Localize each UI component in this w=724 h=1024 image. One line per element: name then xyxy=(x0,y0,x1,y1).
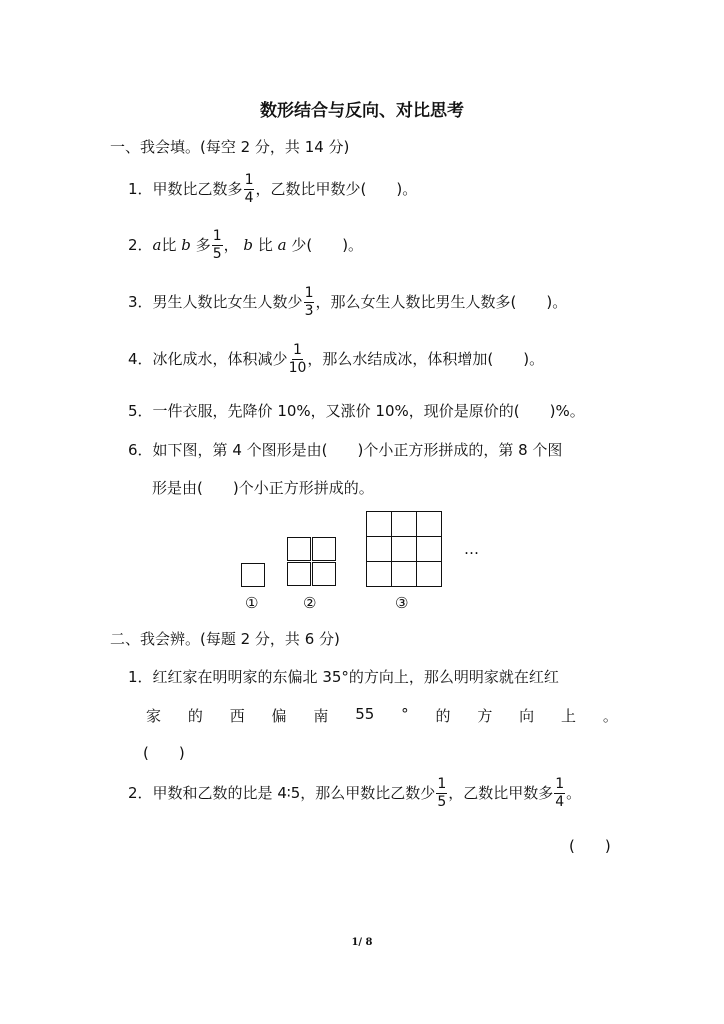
numerator: 1 xyxy=(244,172,254,188)
denominator: 3 xyxy=(304,303,314,319)
denominator: 4 xyxy=(555,794,565,810)
paren-close: ) xyxy=(178,744,185,762)
paren-open: ( xyxy=(569,837,575,855)
question-text: )个小正方形拼成的，第 8 个图 xyxy=(357,441,563,459)
fraction xyxy=(554,776,565,811)
figure-label-1: ① xyxy=(245,594,259,612)
question-number: 6． xyxy=(128,441,153,459)
spread-char: 的 xyxy=(435,707,451,725)
square-cell xyxy=(416,561,442,587)
square-cell xyxy=(416,536,442,562)
question-text: 多 xyxy=(195,236,211,254)
paren-close: ) xyxy=(604,837,611,855)
spread-char: 偏 xyxy=(271,707,287,725)
question-number: 5． xyxy=(128,402,153,420)
spread-char: 上 xyxy=(561,707,577,725)
square-cell xyxy=(366,561,392,587)
page-title: 数形结合与反向、对比思考 xyxy=(260,101,464,121)
square-cell xyxy=(366,511,392,537)
question-number: 3． xyxy=(128,293,153,311)
numerator: 1 xyxy=(555,776,565,792)
denominator: 5 xyxy=(437,794,447,810)
square-cell xyxy=(287,562,311,586)
question-2-2 xyxy=(128,776,581,811)
denominator: 10 xyxy=(288,360,307,376)
judge-answer-2-1[interactable] xyxy=(143,744,185,762)
spread-char: 方 xyxy=(477,707,493,725)
question-1-5 xyxy=(128,400,585,421)
question-text: 如下图，第 4 个图形是由( xyxy=(152,441,328,459)
question-text: 一件衣服，先降价 10%，又涨价 10%，现价是原价的( xyxy=(152,402,520,420)
question-number: 4． xyxy=(128,350,153,368)
square-cell xyxy=(391,511,417,537)
question-text: )。 xyxy=(396,180,418,198)
spread-char: 。 xyxy=(602,707,618,725)
question-number: 1． xyxy=(128,180,153,198)
numerator: 1 xyxy=(293,342,302,358)
variable: a xyxy=(277,236,287,254)
question-text: 红红家在明明家的东偏北 35°的方向上，那么明明家就在红红 xyxy=(152,668,559,686)
question-text: ，那么水结成冰，体积增加( xyxy=(307,350,494,368)
spread-char: 向 xyxy=(519,707,535,725)
question-text: )个小正方形拼成的。 xyxy=(232,479,374,497)
square-cell xyxy=(416,511,442,537)
numerator: 1 xyxy=(437,776,447,792)
question-1-6-continued xyxy=(152,477,374,498)
paren-open: ( xyxy=(143,744,149,762)
question-text: ，乙数比甲数少( xyxy=(255,180,367,198)
question-1-4 xyxy=(128,342,544,377)
question-number: 2． xyxy=(128,236,153,254)
question-text: 。 xyxy=(566,784,582,802)
square-cell xyxy=(366,536,392,562)
spread-char: 西 xyxy=(229,707,245,725)
question-number: 2． xyxy=(128,784,153,802)
question-text: )%。 xyxy=(549,402,585,420)
question-text: 比 xyxy=(161,236,177,254)
question-1-1 xyxy=(128,172,417,207)
denominator: 4 xyxy=(244,190,254,206)
spread-char: 55 xyxy=(355,705,375,723)
question-text: 形是由( xyxy=(152,479,203,497)
fraction xyxy=(304,285,315,320)
question-text: 男生人数比女生人数少 xyxy=(152,293,303,311)
question-text: 甲数比乙数多 xyxy=(152,180,243,198)
judge-answer-2-2[interactable] xyxy=(569,837,611,855)
question-text: 比 xyxy=(257,236,273,254)
figure-label-3: ③ xyxy=(395,594,409,612)
question-text: 甲数和乙数的比是 4∶5，那么甲数比乙数少 xyxy=(152,784,436,802)
question-text: ，乙数比甲数多 xyxy=(448,784,554,802)
question-text: ，那么女生人数比男生人数多( xyxy=(315,293,517,311)
spread-char: 南 xyxy=(313,707,329,725)
variable: b xyxy=(243,236,254,254)
question-number: 1． xyxy=(128,668,153,686)
question-1-6 xyxy=(128,439,562,460)
section1-heading: 一、我会填。(每空 2 分，共 14 分) xyxy=(110,138,350,156)
spread-char: ° xyxy=(401,705,409,723)
square-cell xyxy=(312,537,336,561)
variable: a xyxy=(152,236,162,254)
fraction xyxy=(436,776,447,811)
square-cell xyxy=(391,536,417,562)
question-1-3 xyxy=(128,285,567,320)
page-number: 1/ 8 xyxy=(351,937,373,948)
spread-char: 的 xyxy=(187,707,203,725)
question-text: )。 xyxy=(523,350,545,368)
numerator: 1 xyxy=(304,285,314,301)
figure-label-2: ② xyxy=(303,594,317,612)
question-2-1-line2 xyxy=(146,705,618,726)
spread-char: 家 xyxy=(146,707,162,725)
question-text: )。 xyxy=(342,236,364,254)
variable: b xyxy=(181,236,191,254)
question-text: )。 xyxy=(546,293,568,311)
square-cell xyxy=(287,537,311,561)
question-text: 冰化成水，体积减少 xyxy=(152,350,288,368)
fraction xyxy=(212,228,223,263)
question-text: 少( xyxy=(291,236,313,254)
square-cell xyxy=(312,562,336,586)
section2-heading: 二、我会辨。(每题 2 分，共 6 分) xyxy=(110,630,340,648)
square-cell xyxy=(391,561,417,587)
numerator: 1 xyxy=(212,228,222,244)
question-text: ， xyxy=(223,236,239,254)
figure-ellipsis: … xyxy=(464,540,479,558)
fraction xyxy=(244,172,255,207)
question-1-2 xyxy=(128,228,363,263)
denominator: 5 xyxy=(212,246,222,262)
square-cell xyxy=(241,563,265,587)
fraction xyxy=(289,342,307,377)
question-2-1 xyxy=(128,666,559,687)
